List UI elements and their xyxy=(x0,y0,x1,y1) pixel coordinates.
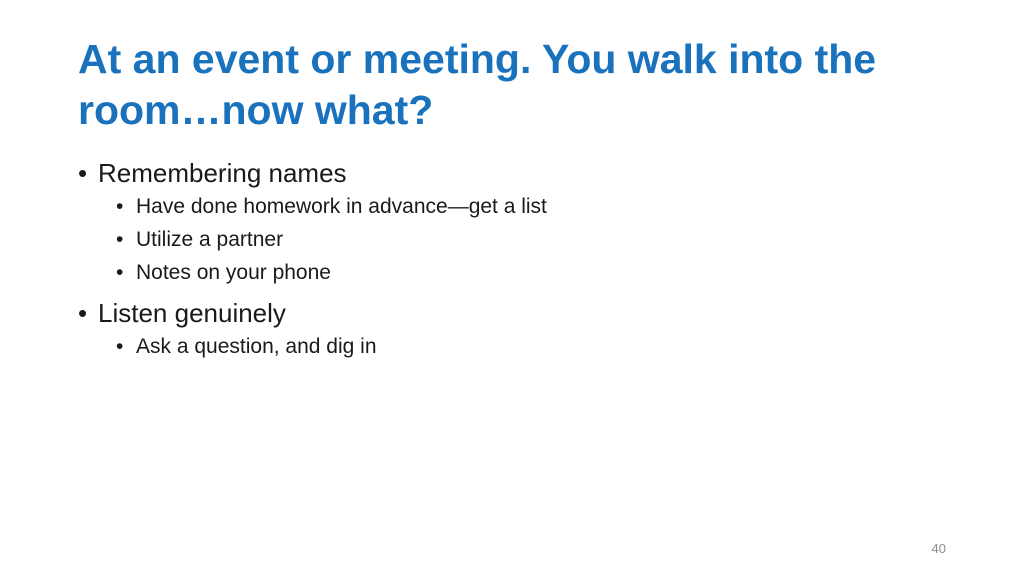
sub-bullet-text: Notes on your phone xyxy=(136,261,331,284)
sub-bullet-partner xyxy=(78,223,958,256)
sub-bullet-ask-question xyxy=(78,330,958,363)
page-number: 40 xyxy=(931,541,946,556)
sub-bullet-text: Utilize a partner xyxy=(136,228,284,251)
slide-title-line-2: room…now what? xyxy=(78,87,434,133)
bullet-dot: • xyxy=(78,158,88,188)
bullet-dot: • xyxy=(78,298,88,328)
bullet-dot: • xyxy=(116,195,124,218)
bullet-dot: • xyxy=(116,261,124,284)
slide-title-line-1: At an event or meeting. You walk into the xyxy=(78,36,877,82)
bullet-remembering-names xyxy=(78,156,958,190)
bullet-text: Listen genuinely xyxy=(98,298,286,328)
slide-title xyxy=(78,34,978,136)
sub-bullet-homework xyxy=(78,190,958,223)
bullet-dot: • xyxy=(116,335,124,358)
sub-bullet-text: Have done homework in advance—get a list xyxy=(136,195,547,218)
sub-bullet-phone-notes xyxy=(78,256,958,289)
bullet-listen-genuinely xyxy=(78,296,958,330)
bullet-dot: • xyxy=(116,228,124,251)
slide-body xyxy=(78,156,958,363)
sub-bullet-text: Ask a question, and dig in xyxy=(136,335,377,358)
bullet-text: Remembering names xyxy=(98,158,347,188)
